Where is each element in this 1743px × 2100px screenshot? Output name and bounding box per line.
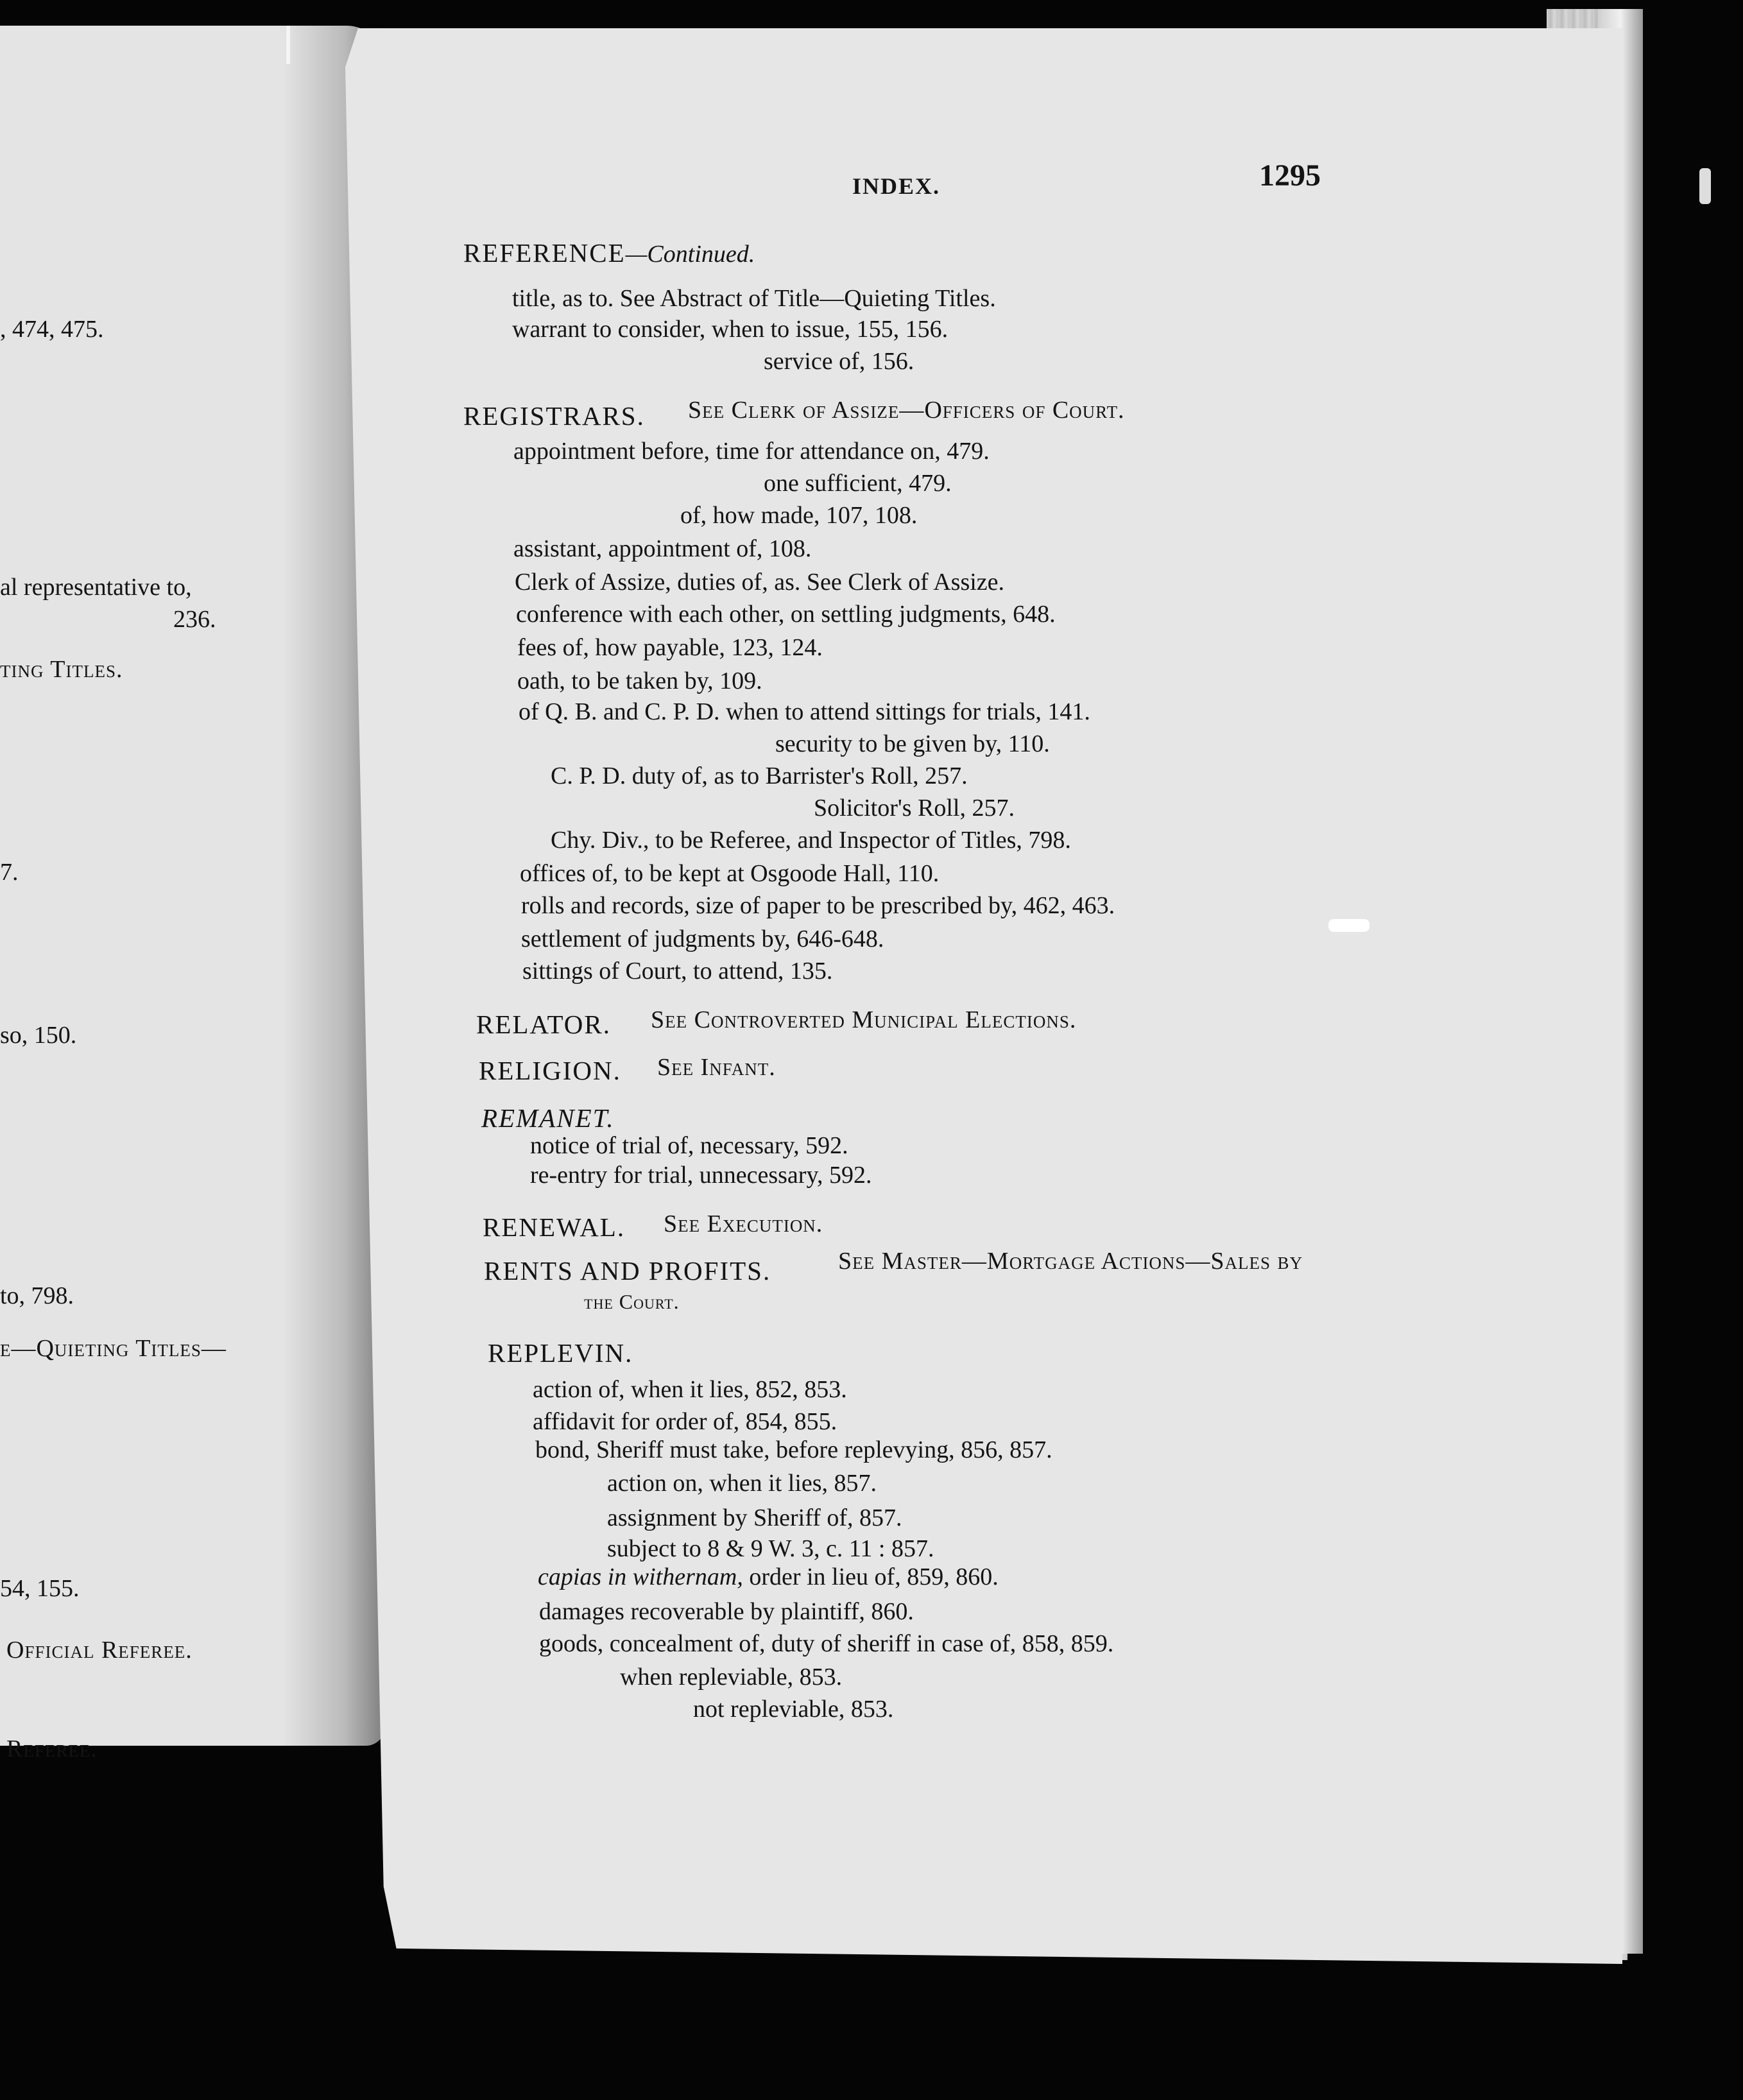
subentry-line: assignment by Sheriff of, 857. [607, 1504, 902, 1531]
subentry-line: action of, when it lies, 852, 853. [533, 1376, 847, 1403]
entry-heading: REMANET. [481, 1103, 615, 1133]
entry-heading: REGISTRARS. [463, 401, 645, 431]
subentry-line: fees of, how payable, 123, 124. [517, 634, 823, 661]
subentry-line: affidavit for order of, 854, 855. [533, 1408, 837, 1435]
subentry-line: appointment before, time for attendance on, 479. [513, 438, 990, 465]
subentry-line: oath, to be taken by, 109. [517, 667, 762, 694]
left-line: ting Titles. [0, 656, 123, 683]
entry-heading: RELIGION. [479, 1056, 621, 1085]
subentry-line: subject to 8 & 9 W. 3, c. 11 : 857. [607, 1535, 934, 1562]
left-line: , 474, 475. [0, 316, 104, 343]
subentry-line: service of, 156. [764, 348, 914, 375]
subentry-line: Clerk of Assize, duties of, as. See Clerk of Assize. [515, 569, 1005, 596]
subentry-line: title, as to. See Abstract of Title—Quieting Titles. [512, 285, 996, 312]
left-line: to, 798. [0, 1282, 74, 1309]
subentry-line: bond, Sheriff must take, before replevying, 856, 857. [535, 1436, 1052, 1463]
subentry-line: order in lieu of, 859, 860. [749, 1563, 999, 1590]
entry-heading: RELATOR. [476, 1010, 612, 1039]
subentry-line: warrant to consider, when to issue, 155, 156. [512, 316, 949, 343]
left-line: e—Quieting Titles— [0, 1335, 227, 1362]
left-line: Official Referee. [6, 1637, 193, 1664]
left-line: 7. [0, 859, 19, 886]
left-line: Referee. [6, 1735, 98, 1762]
subentry-line: offices of, to be kept at Osgoode Hall, 110. [520, 860, 940, 887]
scan-speck [286, 26, 290, 64]
subentry-line: action on, when it lies, 857. [607, 1470, 877, 1497]
entry-heading: RENTS AND PROFITS. [484, 1256, 771, 1286]
entry-heading: RENEWAL. [483, 1212, 626, 1242]
subentry-line: conference with each other, on settling judgments, 648. [516, 601, 1056, 628]
cross-reference: See Clerk of Assize—Officers of Court. [688, 397, 1125, 424]
subentry-line: goods, concealment of, duty of sheriff in case of, 858, 859. [539, 1630, 1114, 1657]
subentry-line: damages recoverable by plaintiff, 860. [539, 1598, 914, 1625]
subentry-line: when repleviable, 853. [620, 1664, 843, 1691]
left-line: 54, 155. [0, 1575, 80, 1602]
capias-term: capias in withernam, [538, 1563, 743, 1590]
continued-label: —Continued. [625, 241, 755, 268]
left-line: so, 150. [0, 1022, 77, 1049]
cross-reference-cont: the Court. [584, 1290, 680, 1313]
subentry-line: of, how made, 107, 108. [680, 502, 918, 529]
subentry-line: notice of trial of, necessary, 592. [530, 1132, 848, 1159]
cross-reference: See Execution. [664, 1210, 823, 1237]
cross-reference: See Master—Mortgage Actions—Sales by [838, 1248, 1303, 1275]
subentry-line: rolls and records, size of paper to be prescribed by, 462, 463. [521, 892, 1115, 919]
entry-heading: REFERENCE [463, 238, 626, 268]
scan-speck [1699, 168, 1711, 204]
subentry-line: Solicitor's Roll, 257. [814, 795, 1015, 822]
subentry-line: security to be given by, 110. [775, 730, 1050, 757]
subentry-line: one sufficient, 479. [764, 470, 952, 497]
subentry-line: assistant, appointment of, 108. [513, 535, 812, 562]
subentry-line: C. P. D. duty of, as to Barrister's Roll, 257. [551, 762, 968, 789]
subentry-line: not repleviable, 853. [693, 1696, 894, 1723]
entry-heading: REPLEVIN. [488, 1338, 633, 1368]
cross-reference: See Controverted Municipal Elections. [651, 1006, 1077, 1033]
running-head: INDEX. [852, 173, 941, 199]
page-number: 1295 [1259, 159, 1321, 193]
left-line: 236. [173, 606, 216, 633]
subentry-line: of Q. B. and C. P. D. when to attend sittings for trials, 141. [519, 698, 1090, 725]
scan-speck [1328, 919, 1370, 932]
subentry-line: Chy. Div., to be Referee, and Inspector of Titles, 798. [551, 827, 1071, 854]
cross-reference: See Infant. [657, 1054, 776, 1081]
left-line: al representative to, [0, 574, 192, 601]
subentry-line: sittings of Court, to attend, 135. [522, 958, 833, 985]
subentry-line: re-entry for trial, unnecessary, 592. [530, 1162, 872, 1189]
subentry-line: settlement of judgments by, 646-648. [521, 925, 884, 952]
